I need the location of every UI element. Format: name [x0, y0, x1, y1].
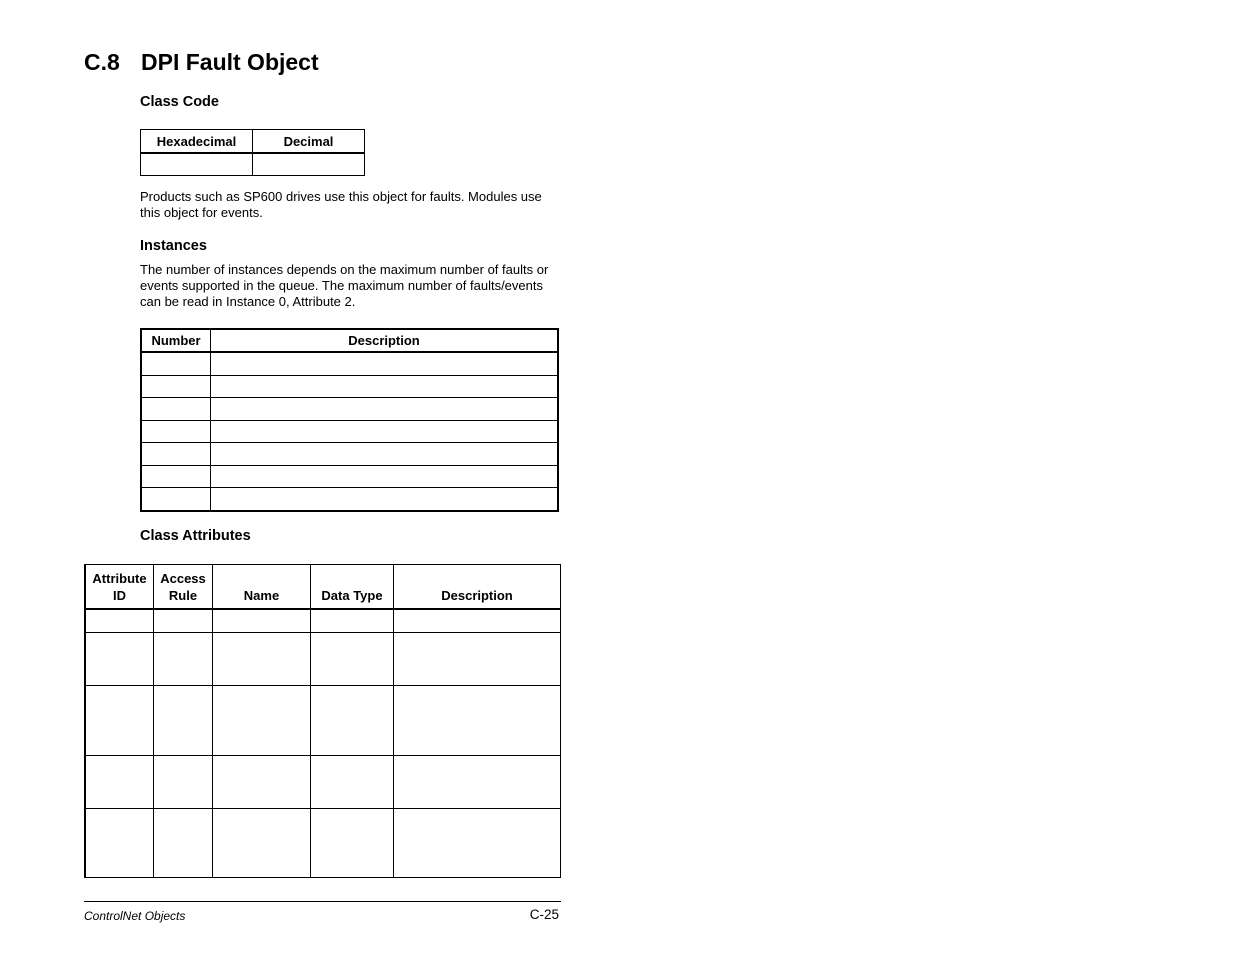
section-title — [84, 47, 319, 77]
attr-access-cell — [154, 809, 213, 878]
attr-description-cell — [394, 809, 561, 878]
attr-header-data-type: Data Type — [311, 565, 394, 610]
attr-header-access-rule-line1: Access — [160, 571, 206, 586]
table-row — [141, 375, 558, 398]
attr-header-name: Name — [213, 565, 311, 610]
intro-text: Products such as SP600 drives use this object for faults. Modules use this object for events. — [140, 189, 542, 220]
instance-description-cell — [211, 375, 559, 398]
instances-heading: Instances — [140, 238, 207, 254]
instance-description-cell — [211, 420, 559, 443]
table-row — [141, 153, 365, 176]
attr-description-cell — [394, 633, 561, 686]
instance-number-cell — [141, 352, 211, 375]
class-attributes-table — [84, 564, 561, 878]
attr-description-cell — [394, 756, 561, 809]
attr-name-cell — [213, 809, 311, 878]
table-row — [85, 809, 561, 878]
attr-header-attribute-id — [85, 565, 154, 610]
instance-number-cell — [141, 398, 211, 421]
instances-table — [140, 328, 559, 512]
attr-name-cell — [213, 609, 311, 633]
attr-datatype-cell — [311, 756, 394, 809]
instance-number-cell — [141, 420, 211, 443]
attr-header-access-rule — [154, 565, 213, 610]
attr-id-cell — [85, 609, 154, 633]
table-row — [85, 686, 561, 756]
attr-id-cell — [85, 809, 154, 878]
attr-name-cell — [213, 756, 311, 809]
attr-datatype-cell — [311, 609, 394, 633]
class-code-heading: Class Code — [140, 94, 219, 110]
table-row — [85, 633, 561, 686]
table-row — [141, 420, 558, 443]
table-row — [85, 756, 561, 809]
instance-description-cell — [211, 465, 559, 488]
class-code-header-dec: Decimal — [253, 130, 365, 154]
attr-header-description: Description — [394, 565, 561, 610]
class-attributes-heading: Class Attributes — [140, 528, 251, 544]
instance-number-cell — [141, 375, 211, 398]
table-row — [85, 609, 561, 633]
instance-description-cell — [211, 352, 559, 375]
class-code-header-hex: Hexadecimal — [141, 130, 253, 154]
footer-chapter-title: ControlNet Objects — [84, 909, 186, 923]
instances-header-description: Description — [211, 329, 559, 352]
instance-description-cell — [211, 488, 559, 511]
class-code-cell-dec — [253, 153, 365, 176]
attr-id-cell — [85, 633, 154, 686]
attr-access-cell — [154, 756, 213, 809]
attr-access-cell — [154, 609, 213, 633]
attr-id-cell — [85, 756, 154, 809]
attr-datatype-cell — [311, 686, 394, 756]
instances-text: The number of instances depends on the maximum number of faults or events supported in the queue. The maximum number of faults/events can be read in Instance 0, Attribute 2. — [140, 262, 549, 309]
table-row — [141, 352, 558, 375]
footer-divider — [84, 901, 561, 902]
attr-description-cell — [394, 686, 561, 756]
attr-name-cell — [213, 633, 311, 686]
attr-datatype-cell — [311, 809, 394, 878]
table-row — [141, 443, 558, 466]
attr-header-attribute-id-line1: Attribute — [92, 571, 147, 586]
page-number: C-25 — [529, 907, 559, 922]
table-row — [141, 398, 558, 421]
table-row — [141, 488, 558, 511]
section-number: C.8 — [84, 49, 120, 75]
attr-id-cell — [85, 686, 154, 756]
class-code-table — [140, 129, 365, 176]
instance-number-cell — [141, 488, 211, 511]
attr-name-cell — [213, 686, 311, 756]
instance-description-cell — [211, 398, 559, 421]
attr-datatype-cell — [311, 633, 394, 686]
table-row — [141, 465, 558, 488]
instance-description-cell — [211, 443, 559, 466]
attr-header-attribute-id-line2: ID — [113, 588, 126, 603]
instance-number-cell — [141, 465, 211, 488]
attr-header-access-rule-line2: Rule — [168, 588, 198, 603]
class-code-cell-hex — [141, 153, 253, 176]
attr-access-cell — [154, 633, 213, 686]
attr-access-cell — [154, 686, 213, 756]
instance-number-cell — [141, 443, 211, 466]
section-title-text: DPI Fault Object — [141, 49, 319, 75]
instances-header-number: Number — [141, 329, 211, 352]
attr-description-cell — [394, 609, 561, 633]
